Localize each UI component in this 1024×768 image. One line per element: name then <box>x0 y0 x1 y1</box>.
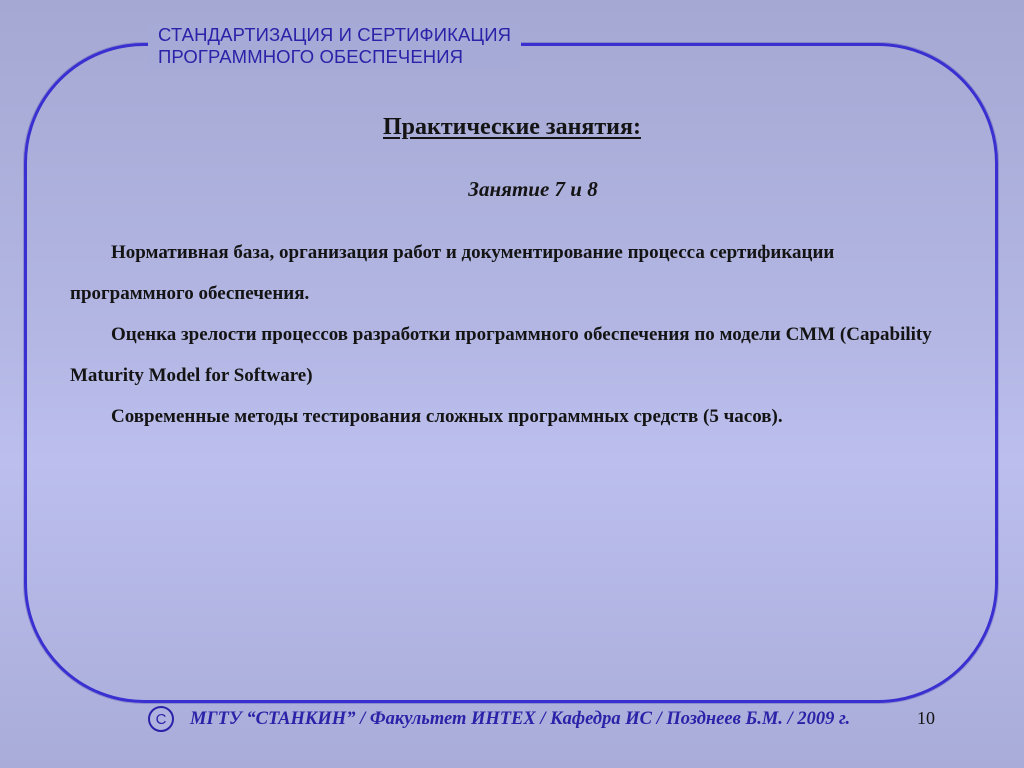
lesson-title: Занятие 7 и 8 <box>468 177 598 201</box>
page-number: 10 <box>917 708 935 728</box>
footer-text: МГТУ “СТАНКИН” / Факультет ИНТЕХ / Кафедра ИС / Позднеев Б.М. / 2009 г. <box>190 708 851 729</box>
copyright-icon: C <box>148 706 174 732</box>
section-title-text: Практические занятия: <box>383 114 641 140</box>
paragraph-2: Оценка зрелости процессов разработки программного обеспечения по модели CMM (Capability Maturity Model for Software) <box>70 324 932 386</box>
paragraph-3: Современные методы тестирования сложных программных средств (5 часов). <box>111 406 783 427</box>
header-line-1: СТАНДАРТИЗАЦИЯ И СЕРТИФИКАЦИЯ <box>158 24 512 45</box>
slide-content <box>70 232 950 437</box>
slide-footer <box>148 706 850 732</box>
section-title <box>0 114 1024 141</box>
paragraph-1: Нормативная база, организация работ и документирование процесса сертификации программного обеспечения. <box>70 242 835 304</box>
slide-header <box>148 24 521 68</box>
header-line-2: ПРОГРАММНОГО ОБЕСПЕЧЕНИЯ <box>158 46 464 67</box>
